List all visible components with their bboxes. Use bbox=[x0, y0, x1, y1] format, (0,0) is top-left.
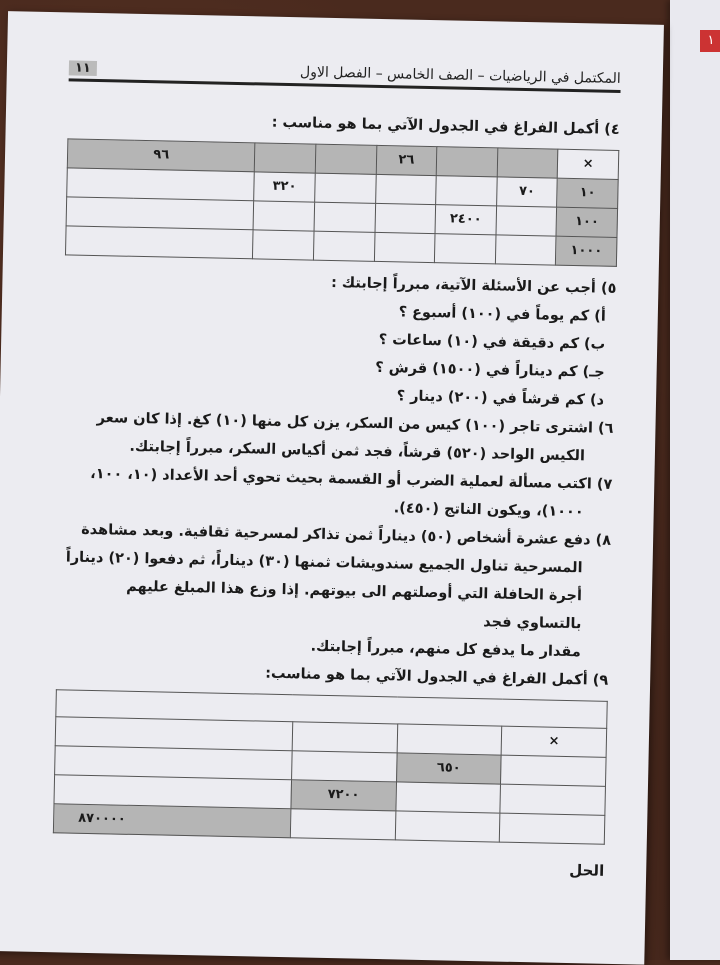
table-cell: × bbox=[501, 726, 606, 757]
question-4-title: ٤) أكمل الفراغ في الجدول الآتي بما هو مناسب : bbox=[271, 114, 620, 138]
table-cell bbox=[65, 226, 253, 259]
question-5-item: ب) كم دقيقة في (١٠) ساعات ؟ bbox=[378, 331, 606, 353]
table-cell: ٣٢٠ bbox=[254, 172, 315, 202]
table-cell: ١٠ bbox=[557, 178, 618, 208]
table-cell: ٩٦ bbox=[67, 139, 255, 172]
table-cell bbox=[374, 232, 435, 262]
table-cell: ٢٤٠٠ bbox=[435, 205, 496, 235]
question-5-item: جـ) كم ديناراً في (١٥٠٠) قرش ؟ bbox=[375, 359, 605, 381]
question-5-item: د) كم قرشاً في (٢٠٠) دينار ؟ bbox=[396, 388, 605, 409]
page-number: ١١ bbox=[69, 60, 97, 76]
table-cell bbox=[496, 206, 557, 236]
table-cell: ٧٢٠٠ bbox=[291, 780, 396, 811]
table-cell: ٧٠ bbox=[496, 177, 557, 207]
table-cell bbox=[253, 201, 314, 231]
question-5-item: أ) كم يوماً في (١٠٠) أسبوع ؟ bbox=[398, 304, 606, 325]
table-cell bbox=[290, 809, 395, 840]
table-cell: ١٠٠ bbox=[556, 207, 617, 237]
table-cell bbox=[397, 724, 502, 755]
table-cell bbox=[315, 173, 376, 203]
table-cell bbox=[500, 784, 605, 815]
next-page-edge bbox=[670, 0, 720, 960]
table-cell: × bbox=[558, 149, 619, 179]
table-cell bbox=[66, 197, 254, 230]
table-cell: ٨٧٠٠٠٠ bbox=[53, 804, 290, 838]
table-cell bbox=[67, 168, 255, 201]
table-cell bbox=[253, 230, 314, 260]
table-cell bbox=[436, 147, 497, 177]
table-cell bbox=[255, 143, 316, 173]
header-title: المكتمل في الرياضيات – الصف الخامس – الفصل الاول bbox=[299, 64, 621, 87]
question-6-line: الكيس الواحد (٥٢٠) قرشاً، فجد ثمن أكياس السكر، مبرراً إجابتك. bbox=[129, 438, 586, 465]
table-cell bbox=[495, 235, 556, 265]
table-cell bbox=[375, 203, 436, 233]
page-header bbox=[69, 56, 621, 93]
table-cell: ٢٦ bbox=[376, 145, 437, 175]
page-content bbox=[52, 104, 620, 884]
table-cell bbox=[497, 148, 558, 178]
table-cell bbox=[396, 782, 501, 813]
table-cell: ٦٥٠ bbox=[396, 753, 501, 784]
table-cell bbox=[315, 144, 376, 174]
table-cell bbox=[375, 174, 436, 204]
table-cell bbox=[435, 234, 496, 264]
question-8-line: مقدار ما يدفع كل منهم، مبرراً إجابتك. bbox=[310, 638, 581, 661]
side-page-number: ١ bbox=[700, 30, 720, 52]
question-5-title: ٥) أجب عن الأسئلة الآتية، مبرراً إجابتك : bbox=[330, 274, 617, 297]
table-cell bbox=[395, 811, 500, 842]
question-9-table bbox=[53, 689, 608, 845]
table-cell bbox=[500, 813, 605, 844]
question-7-line: ٧) اكتب مسألة لعملية الضرب أو القسمة بحيث تحوي أحد الأعداد (١٠، ١٠٠، bbox=[90, 465, 613, 493]
question-6-line: ٦) اشترى تاجر (١٠٠) كيس من السكر، يزن كل منها (١٠) كغ. إذا كان سعر bbox=[96, 410, 614, 437]
table-cell: ١٠٠٠ bbox=[556, 236, 617, 266]
question-8-line: أجرة الحافلة التي أوصلتهم الى بيوتهم. إذا وزع هذا المبلغ عليهم بالتساوي فجد bbox=[126, 578, 583, 633]
workbook-page bbox=[0, 11, 664, 965]
question-9-title: ٩) أكمل الفراغ في الجدول الآتي بما هو مناسب: bbox=[265, 665, 609, 689]
question-8-line: المسرحية تناول الجميع سندويشات ثمنها (٣٠) ديناراً، ثم دفعوا (٢٠) ديناراً bbox=[65, 549, 583, 577]
table-cell bbox=[436, 176, 497, 206]
table-cell bbox=[314, 202, 375, 232]
question-4-table bbox=[65, 138, 619, 267]
solution-label: الحل bbox=[569, 861, 605, 880]
question-8-line: ٨) دفع عشرة أشخاص (٥٠) ديناراً ثمن تذاكر لمسرحية ثقافية. وبعد مشاهدة bbox=[80, 521, 612, 549]
table-cell bbox=[292, 722, 397, 753]
question-7-line: ١٠٠٠)، ويكون الناتج (٤٥٠). bbox=[393, 500, 584, 521]
table-cell bbox=[313, 231, 374, 261]
table-cell bbox=[501, 755, 606, 786]
table-cell bbox=[291, 751, 396, 782]
